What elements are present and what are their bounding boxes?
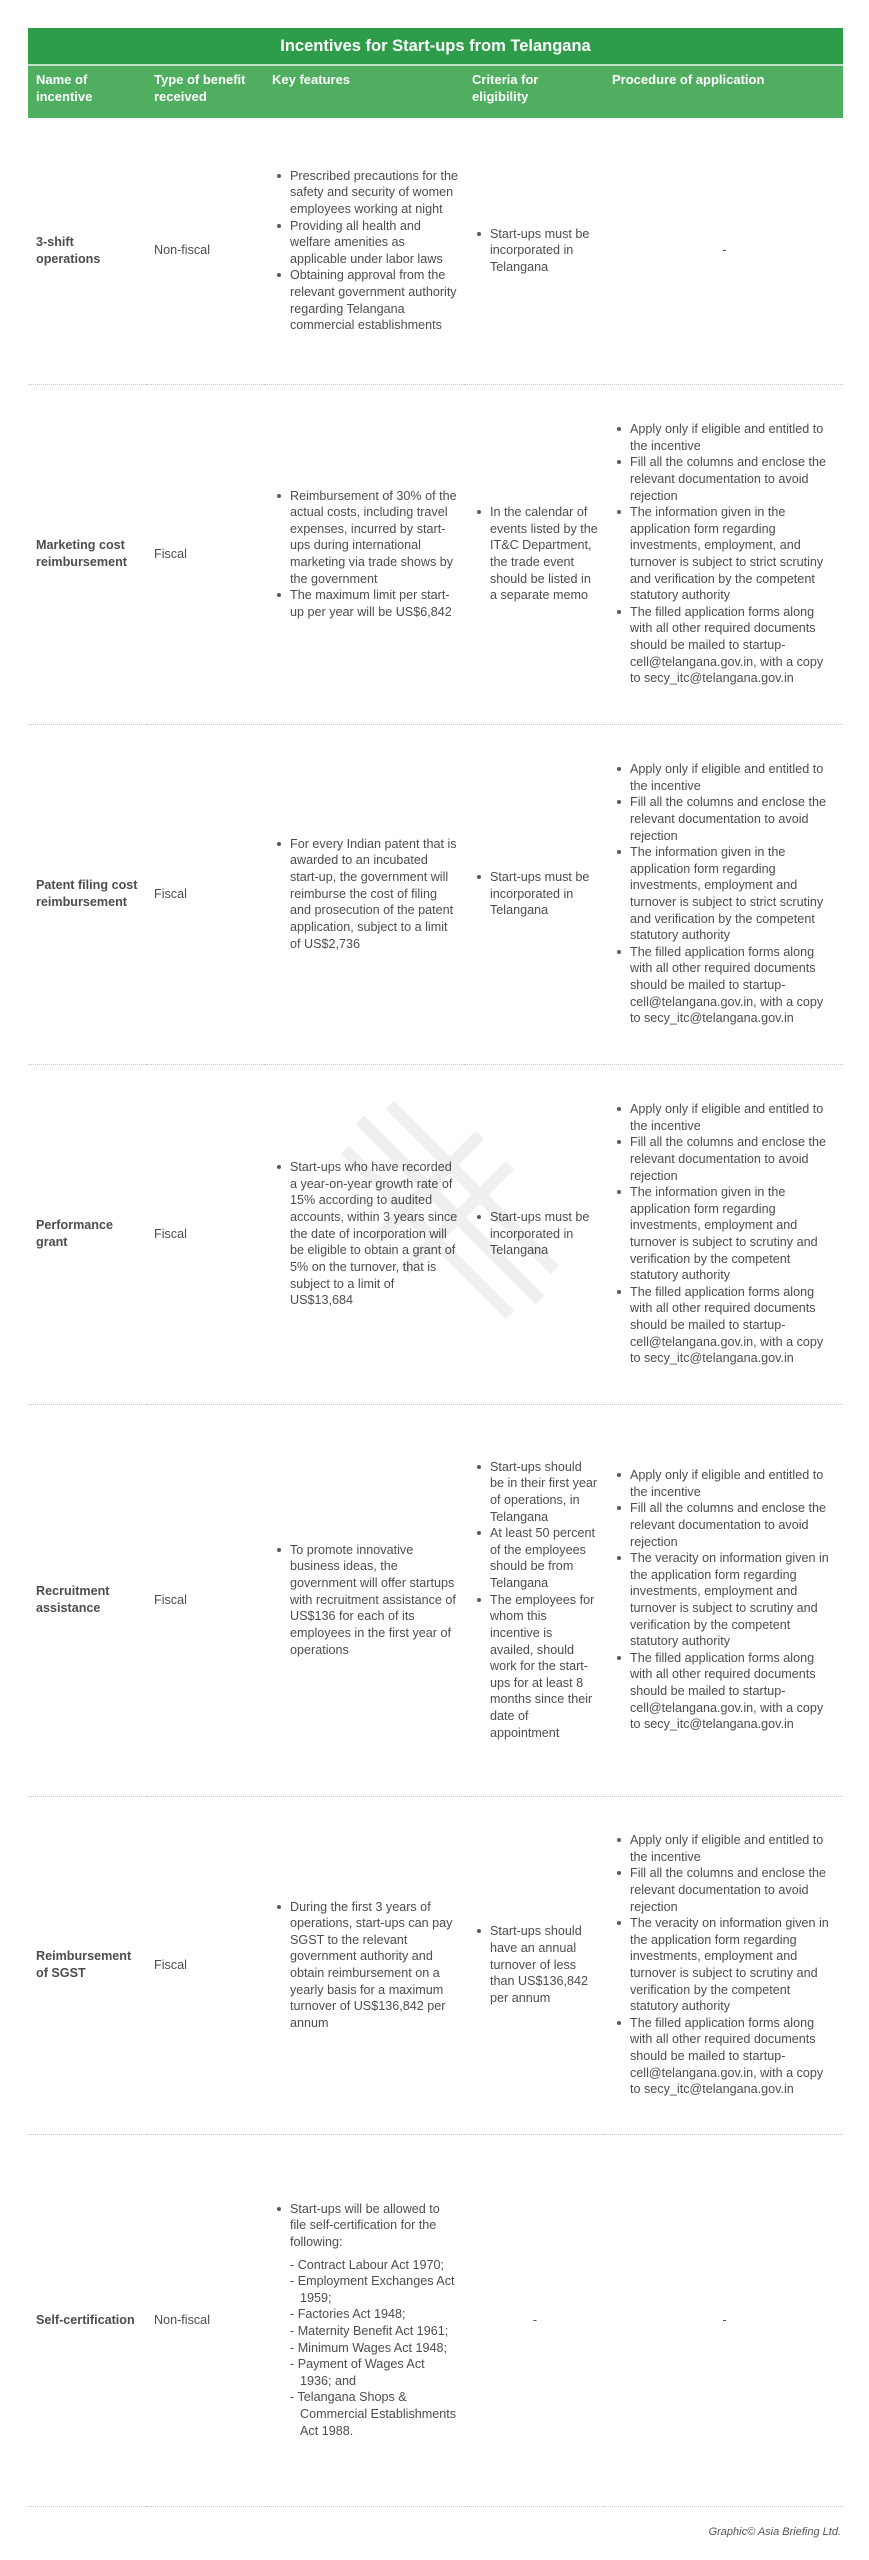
list-item: Fill all the columns and enclose the relevant documentation to avoid rejection [630, 1500, 837, 1550]
list-item: Fill all the columns and enclose the relevant documentation to avoid rejection [630, 1865, 837, 1915]
list-item: The filled application forms along with all other required documents should be mailed to startup-cell@telangana.gov.in, with a copy to secy_itc@telangana.gov.in [630, 2015, 837, 2098]
benefit-type: Fiscal [146, 724, 264, 1064]
table-title: Incentives for Start-ups from Telangana [28, 28, 843, 64]
list-item: - Telangana Shops & Commercial Establishments Act 1988. [290, 2390, 459, 2438]
list-item: For every Indian patent that is awarded to an incubated start-up, the government will reimburse the cost of filing and prosecution of the patent application, subject to a limit of US$2,736 [290, 836, 457, 951]
list-item: The veracity on information given in the application form regarding investments, employment and turnover is subject to scrutiny and verification by the competent statutory authority [630, 1550, 837, 1650]
list-item: The filled application forms along with all other required documents should be mailed to startup-cell@telangana.gov.in, with a copy to secy_itc@telangana.gov.in [630, 944, 837, 1027]
list-item: Prescribed precautions for the safety and security of women employees working at night [290, 168, 459, 216]
list-item: Apply only if eligible and entitled to the incentive [630, 1832, 837, 1865]
list-item: Start-ups must be incorporated in Telangana [490, 869, 598, 919]
list-item: Providing all health and welfare amenities as applicable under labor laws [290, 218, 458, 268]
list-item: The filled application forms along with all other required documents should be mailed to startup-cell@telangana.gov.in, with a copy to secy_itc@telangana.gov.in [630, 604, 837, 687]
list-item: To promote innovative business ideas, the government will offer startups with recruitment assistance of US$136 for each of its employees in the first year of operations [290, 1542, 458, 1658]
list-item: The information given in the application form regarding investments, employment and turnover is subject to scrutiny and verification by the competent statutory authority [630, 1184, 837, 1284]
incentive-name: Recruitment assistance [28, 1404, 146, 1796]
key-features [264, 724, 464, 1064]
list-item: - Employment Exchanges Act 1959; [290, 2274, 458, 2305]
table-row [28, 2134, 843, 2506]
incentive-name: Performance grant [28, 1064, 146, 1404]
list-item: The filled application forms along with all other required documents should be mailed to startup-cell@telangana.gov.in, with a copy to secy_itc@telangana.gov.in [630, 1284, 837, 1367]
procedure [604, 724, 843, 1064]
eligibility-criteria [464, 1404, 604, 1796]
list-item: - Contract Labour Act 1970; [290, 2257, 445, 2272]
procedure: - [604, 118, 843, 384]
list-item: Reimbursement of 30% of the actual costs, including travel expenses, incurred by start-ups during international marketing via trade shows by the government [290, 488, 457, 586]
procedure [604, 1064, 843, 1404]
incentive-name: 3-shift operations [28, 118, 146, 384]
list-item: Apply only if eligible and entitled to the incentive [630, 761, 837, 794]
list-item: Apply only if eligible and entitled to the incentive [630, 1101, 837, 1134]
incentive-name: Self-certification [28, 2134, 146, 2506]
eligibility-criteria [464, 1796, 604, 2134]
table-row [28, 118, 843, 384]
list-item: - Maternity Benefit Act 1961; [290, 2324, 449, 2338]
list-item: Start-ups must be incorporated in Telangana [490, 1209, 598, 1259]
header-procedure: Procedure of application [612, 72, 765, 87]
benefit-type: Fiscal [146, 1404, 264, 1796]
key-features [264, 2134, 464, 2506]
table-row [28, 1796, 843, 2134]
list-item: In the calendar of events listed by the IT&C Department, the trade event should be listed in a separate memo [490, 505, 598, 603]
benefit-type: Fiscal [146, 1796, 264, 2134]
procedure: - [604, 2134, 843, 2506]
list-item: Start-ups who have recorded a year-on-year growth rate of 15% according to audited accounts, within 3 years since the date of incorporation will be eligible to obtain a grant of 5% on the turnover, that is subject to a limit of US$13,684 [290, 1160, 458, 1308]
eligibility-criteria [464, 384, 604, 724]
header-features: Key features [272, 72, 351, 87]
list-item: Apply only if eligible and entitled to the incentive [630, 421, 837, 454]
list-item: The veracity on information given in the application form regarding investments, employment and turnover is subject to scrutiny and verification by the competent statutory authority [630, 1915, 837, 2015]
list-item: The maximum limit per start-up per year will be US$6,842 [290, 587, 458, 620]
table-row [28, 384, 843, 724]
header-criteria: Criteria for eligibility [472, 72, 539, 104]
list-item: Start-ups should be in their first year of operations, in Telangana [490, 1459, 598, 1524]
procedure [604, 384, 843, 724]
benefit-type: Fiscal [146, 384, 264, 724]
header-type: Type of benefit received [154, 72, 246, 104]
graphic-credit: Graphic© Asia Briefing Ltd. [708, 2526, 841, 2538]
list-item: At least 50 percent of the employees should be from Telangana [490, 1525, 598, 1591]
list-item: The information given in the application form regarding investments, employment, and turnover is subject to strict scrutiny and verification by the competent statutory authority [630, 504, 837, 604]
list-item: The information given in the application form regarding investments, employment and turnover is subject to strict scrutiny and verification by the competent statutory authority [630, 844, 837, 944]
procedure [604, 1404, 843, 1796]
list-item: Start-ups must be incorporated in Telangana [490, 226, 598, 276]
list-item: During the first 3 years of operations, start-ups can pay SGST to the relevant government authority and obtain reimbursement on a yearly basis for a maximum turnover of US$136,842 per annum [290, 1899, 458, 2032]
watermark-logo-icon [300, 1060, 600, 1360]
list-item: - Factories Act 1948; [290, 2307, 406, 2322]
incentive-name: Patent filing cost reimbursement [28, 724, 146, 1064]
table-row [28, 1404, 843, 1796]
list-item: Fill all the columns and enclose the relevant documentation to avoid rejection [630, 1134, 837, 1184]
incentive-name: Marketing cost reimbursement [28, 384, 146, 724]
list-item: - Payment of Wages Act 1936; and [290, 2357, 429, 2388]
key-features [264, 1796, 464, 2134]
list-item: Start-ups should have an annual turnover of less than US$136,842 per annum [490, 1923, 598, 2006]
eligibility-criteria [464, 118, 604, 384]
table-row [28, 724, 843, 1064]
eligibility-criteria [464, 724, 604, 1064]
benefit-type: Fiscal [146, 1064, 264, 1404]
key-features [264, 1404, 464, 1796]
table-header-row [28, 66, 843, 118]
benefit-type: Non-fiscal [146, 2134, 264, 2506]
benefit-type: Non-fiscal [146, 118, 264, 384]
key-features [264, 118, 464, 384]
list-item: Obtaining approval from the relevant government authority regarding Telangana commercial establishments [290, 268, 457, 333]
incentive-name: Reimbursement of SGST [28, 1796, 146, 2134]
key-features [264, 384, 464, 724]
header-name: Name of incentive [36, 72, 93, 104]
list-item: The filled application forms along with all other required documents should be mailed to startup-cell@telangana.gov.in, with a copy to secy_itc@telangana.gov.in [630, 1650, 837, 1733]
procedure [604, 1796, 843, 2134]
eligibility-criteria: - [464, 2134, 604, 2506]
list-item: The employees for whom this incentive is availed, should work for the start-ups for at least 8 months since their date of appointment [490, 1592, 598, 1741]
list-item: - Minimum Wages Act 1948; [290, 2340, 448, 2355]
features-intro: Start-ups will be allowed to file self-certification for the following: [290, 2201, 458, 2251]
list-item: Fill all the columns and enclose the relevant documentation to avoid rejection [630, 454, 837, 504]
list-item: Apply only if eligible and entitled to the incentive [630, 1467, 837, 1500]
list-item: Fill all the columns and enclose the relevant documentation to avoid rejection [630, 794, 837, 844]
